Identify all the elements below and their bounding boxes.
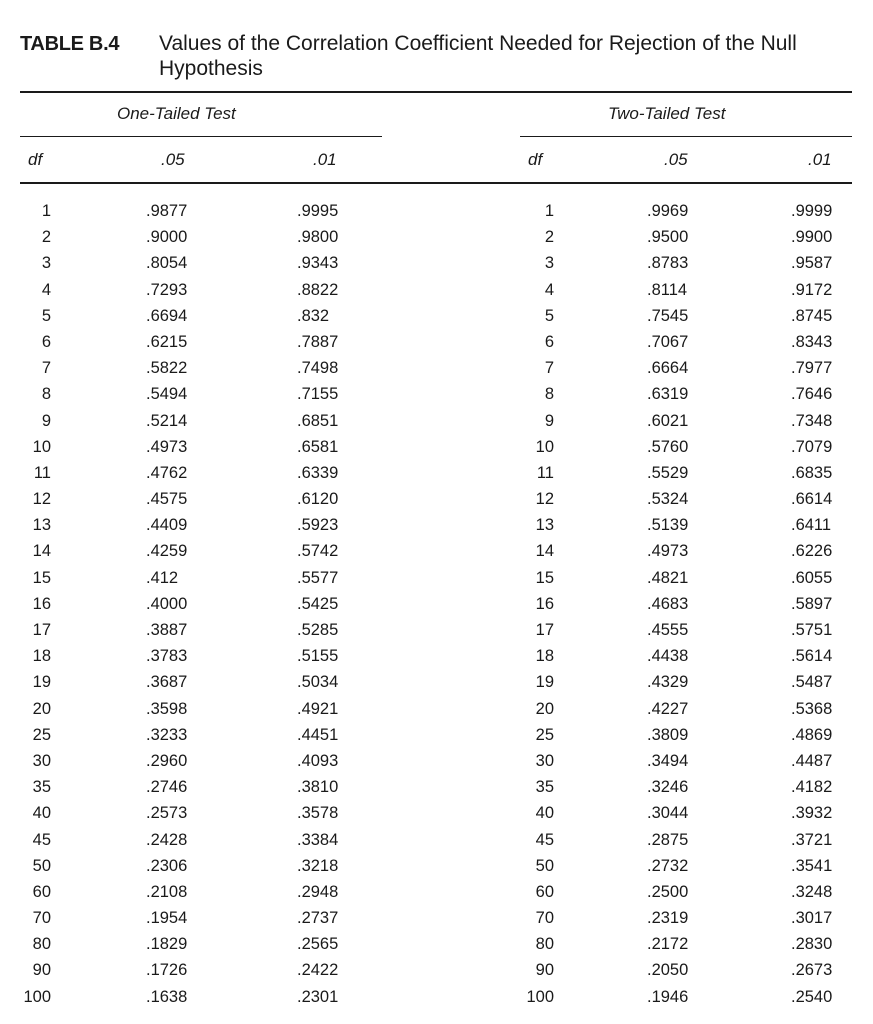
df-cell-left: 25 [32, 725, 51, 744]
df-cell-left: 7 [41, 359, 51, 378]
one-tailed-01-cell: .6339 [297, 463, 339, 482]
one-tailed-05-cell: .4259 [146, 542, 188, 561]
one-tailed-01-cell: .8822 [297, 280, 339, 299]
one-tailed-05-cell: .9000 [146, 228, 188, 247]
df-cell-right: 17 [535, 621, 554, 639]
table-row [0, 935, 873, 961]
two-tailed-01-cell: .6226 [791, 542, 833, 561]
two-tailed-01-cell: .9999 [791, 202, 833, 220]
one-tailed-01-cell: .7498 [297, 359, 339, 378]
table-row [0, 490, 873, 516]
df-cell-left: 2 [41, 228, 51, 247]
one-tailed-05-cell: .2306 [146, 856, 188, 875]
df-cell-left: 10 [32, 437, 51, 456]
one-tailed-05-cell: .5214 [146, 411, 188, 430]
df-cell-left: 13 [32, 516, 51, 535]
one-tailed-05-cell: .3598 [146, 699, 188, 718]
table-body [0, 202, 873, 1014]
df-cell-right: 40 [535, 804, 554, 823]
one-tailed-01-cell: .4921 [297, 699, 339, 718]
df-cell-left: 4 [41, 280, 51, 299]
df-cell-right: 45 [535, 830, 554, 849]
two-tailed-01-cell: .4182 [791, 778, 833, 797]
table-row [0, 254, 873, 280]
two-tailed-01-cell: .9900 [791, 228, 833, 247]
table-row [0, 988, 873, 1014]
table-row [0, 464, 873, 490]
two-tailed-05-cell: .6021 [647, 411, 689, 430]
df-cell-left: 8 [41, 385, 51, 404]
two-tailed-01-cell: .5897 [791, 594, 833, 613]
two-tailed-01-cell: .3017 [791, 909, 833, 928]
two-tailed-01-cell: .5368 [791, 699, 833, 718]
two-tailed-05-cell: .3044 [647, 804, 689, 823]
one-tailed-05-cell: .3783 [146, 647, 188, 666]
table-row [0, 569, 873, 595]
one-tailed-01-cell: .2737 [297, 909, 339, 928]
two-tailed-05-cell: .1946 [647, 987, 689, 1006]
df-cell-right: 10 [535, 437, 554, 456]
one-tailed-01-cell: .2948 [297, 882, 339, 901]
df-cell-right: 9 [544, 411, 554, 430]
one-tailed-01-cell: .3578 [297, 804, 339, 823]
one-tailed-05-cell: .2108 [146, 882, 188, 901]
df-cell-right: 12 [535, 490, 554, 509]
df-cell-right: 2 [544, 228, 554, 247]
table-row [0, 307, 873, 333]
two-tailed-01-cell: .5487 [791, 673, 833, 692]
two-tailed-05-cell: .3809 [647, 725, 689, 744]
table-row [0, 516, 873, 542]
header-rule [20, 182, 852, 184]
one-tailed-01-cell: .5577 [297, 568, 339, 587]
two-tailed-05-cell: .4227 [647, 699, 689, 718]
one-tailed-05-cell: .1638 [146, 987, 188, 1006]
df-cell-left: 19 [32, 673, 51, 692]
two-tailed-01-cell: .3721 [791, 830, 833, 849]
df-cell-right: 15 [535, 568, 554, 587]
one-tailed-01-cell: .6581 [297, 437, 339, 456]
table-row [0, 909, 873, 935]
table-row [0, 595, 873, 621]
one-tailed-05-cell: .2960 [146, 751, 188, 770]
df-cell-right: 70 [535, 909, 554, 928]
two-tailed-05-cell: .5139 [647, 516, 689, 535]
two-tailed-01-cell: .6835 [791, 463, 833, 482]
table-row [0, 385, 873, 411]
two-tailed-01-cell: .2830 [791, 935, 833, 954]
table-row [0, 333, 873, 359]
one-tailed-05-cell: .5494 [146, 385, 188, 404]
two-tailed-05-cell: .2050 [647, 961, 689, 980]
one-tailed-05-cell: .4973 [146, 437, 188, 456]
one-tailed-05-cell: .8054 [146, 254, 188, 273]
one-tailed-05-cell: .9877 [146, 202, 188, 220]
two-tailed-01-cell: .5614 [791, 647, 833, 666]
one-tailed-05-cell: .3233 [146, 725, 188, 744]
two-tailed-05-cell: .8783 [647, 254, 689, 273]
df-cell-left: 9 [41, 411, 51, 430]
two-tailed-01-cell: .7977 [791, 359, 833, 378]
one-tailed-01-cell: .5923 [297, 516, 339, 535]
two-tailed-05-cell: .4438 [647, 647, 689, 666]
table-row [0, 542, 873, 568]
two-tailed-05-cell: .2500 [647, 882, 689, 901]
column-header-one-tailed-01: .01 [313, 150, 337, 169]
df-cell-right: 3 [544, 254, 554, 273]
df-cell-left: 12 [32, 490, 51, 509]
df-cell-right: 8 [544, 385, 554, 404]
column-header-two-tailed-01: .01 [808, 150, 832, 169]
one-tailed-05-cell: .3687 [146, 673, 188, 692]
table-row [0, 228, 873, 254]
two-tailed-01-cell: .2540 [791, 987, 833, 1006]
one-tailed-01-cell: .9800 [297, 228, 339, 247]
table-row [0, 359, 873, 385]
one-tailed-01-cell: .2301 [297, 987, 339, 1006]
one-tailed-05-cell: .3887 [146, 621, 188, 639]
df-cell-right: 6 [544, 332, 554, 351]
df-cell-left: 30 [32, 751, 51, 770]
top-rule [20, 91, 852, 93]
two-tailed-05-cell: .6319 [647, 385, 689, 404]
table-row [0, 438, 873, 464]
two-tailed-01-cell: .8745 [791, 306, 833, 325]
df-cell-right: 18 [535, 647, 554, 666]
one-tailed-05-cell: .7293 [146, 280, 188, 299]
two-tailed-05-cell: .4683 [647, 594, 689, 613]
one-tailed-05-cell: .6215 [146, 332, 188, 351]
df-cell-left: 6 [41, 332, 51, 351]
one-tailed-01-cell: .7155 [297, 385, 339, 404]
table-row [0, 412, 873, 438]
two-tailed-01-cell: .9587 [791, 254, 833, 273]
df-cell-right: 90 [535, 961, 554, 980]
one-tailed-05-cell: .5822 [146, 359, 188, 378]
df-cell-left: 45 [32, 830, 51, 849]
column-header-df-right: df [528, 150, 543, 169]
df-cell-left: 40 [32, 804, 51, 823]
column-header-two-tailed-05: .05 [664, 150, 688, 169]
df-cell-right: 30 [535, 751, 554, 770]
df-cell-left: 70 [32, 909, 51, 928]
one-tailed-05-cell: .2428 [146, 830, 188, 849]
two-tailed-01-cell: .3932 [791, 804, 833, 823]
two-tailed-01-cell: .5751 [791, 621, 833, 639]
one-tailed-01-cell: .6851 [297, 411, 339, 430]
df-cell-right: 19 [535, 673, 554, 692]
one-tailed-01-cell: .6120 [297, 490, 339, 509]
df-cell-right: 1 [544, 202, 554, 220]
two-tailed-05-cell: .2319 [647, 909, 689, 928]
table-row [0, 752, 873, 778]
two-tailed-group-rule [520, 136, 852, 137]
two-tailed-05-cell: .8114 [647, 280, 688, 299]
two-tailed-05-cell: .5529 [647, 463, 689, 482]
two-tailed-01-cell: .7079 [791, 437, 833, 456]
column-header-one-tailed-05: .05 [161, 150, 185, 169]
df-cell-right: 14 [535, 542, 554, 561]
df-cell-right: 80 [535, 935, 554, 954]
df-cell-left: 100 [23, 987, 51, 1006]
two-tailed-05-cell: .2732 [647, 856, 689, 875]
two-tailed-05-cell: .4555 [647, 621, 689, 639]
one-tailed-05-cell: .4409 [146, 516, 188, 535]
two-tailed-01-cell: .6411 [791, 516, 832, 535]
df-cell-right: 25 [535, 725, 554, 744]
df-cell-right: 13 [535, 516, 554, 535]
two-tailed-05-cell: .3246 [647, 778, 689, 797]
table-row [0, 700, 873, 726]
df-cell-left: 17 [32, 621, 51, 639]
df-cell-left: 60 [32, 882, 51, 901]
df-cell-left: 16 [32, 594, 51, 613]
one-tailed-05-cell: .2746 [146, 778, 188, 797]
table-row [0, 202, 873, 228]
two-tailed-01-cell: .4487 [791, 751, 833, 770]
two-tailed-01-cell: .6614 [791, 490, 833, 509]
df-cell-left: 14 [32, 542, 51, 561]
df-cell-right: 100 [526, 987, 554, 1006]
two-tailed-01-cell: .9172 [791, 280, 833, 299]
table-row [0, 621, 873, 647]
two-tailed-05-cell: .9969 [647, 202, 689, 220]
two-tailed-01-cell: .4869 [791, 725, 833, 744]
df-cell-left: 20 [32, 699, 51, 718]
df-cell-right: 4 [544, 280, 554, 299]
table-row [0, 883, 873, 909]
two-tailed-05-cell: .2875 [647, 830, 689, 849]
one-tailed-01-cell: .5425 [297, 594, 339, 613]
one-tailed-01-cell: .2422 [297, 961, 339, 980]
two-tailed-01-cell: .3541 [791, 856, 833, 875]
df-cell-right: 50 [535, 856, 554, 875]
df-cell-left: 3 [41, 254, 51, 273]
df-cell-left: 80 [32, 935, 51, 954]
one-tailed-05-cell: .6694 [146, 306, 188, 325]
two-tailed-05-cell: .5760 [647, 437, 689, 456]
df-cell-left: 5 [41, 306, 51, 325]
table-row [0, 961, 873, 987]
one-tailed-01-cell: .5155 [297, 647, 339, 666]
df-cell-left: 18 [32, 647, 51, 666]
one-tailed-01-cell: .3810 [297, 778, 339, 797]
df-cell-right: 5 [544, 306, 554, 325]
one-tailed-05-cell: .4762 [146, 463, 188, 482]
two-tailed-05-cell: .9500 [647, 228, 689, 247]
table-row [0, 726, 873, 752]
two-tailed-01-cell: .7646 [791, 385, 833, 404]
two-tailed-01-cell: .6055 [791, 568, 833, 587]
one-tailed-05-cell: .4000 [146, 594, 188, 613]
column-header-df-left: df [28, 150, 43, 169]
two-tailed-05-cell: .7545 [647, 306, 689, 325]
one-tailed-05-cell: .412 [146, 568, 179, 587]
one-tailed-05-cell: .1954 [146, 909, 188, 928]
two-tailed-05-cell: .5324 [647, 490, 689, 509]
df-cell-left: 15 [32, 568, 51, 587]
one-tailed-01-cell: .832 [297, 306, 330, 325]
two-tailed-group-header: Two-Tailed Test [608, 104, 726, 123]
two-tailed-01-cell: .8343 [791, 332, 833, 351]
one-tailed-01-cell: .3218 [297, 856, 339, 875]
df-cell-right: 20 [535, 699, 554, 718]
one-tailed-01-cell: .3384 [297, 830, 339, 849]
table-number: TABLE B.4 [20, 33, 120, 55]
one-tailed-05-cell: .1829 [146, 935, 188, 954]
two-tailed-05-cell: .2172 [647, 935, 689, 954]
two-tailed-01-cell: .7348 [791, 411, 833, 430]
table-row [0, 831, 873, 857]
one-tailed-05-cell: .2573 [146, 804, 188, 823]
one-tailed-01-cell: .5742 [297, 542, 339, 561]
one-tailed-01-cell: .4451 [297, 725, 339, 744]
one-tailed-01-cell: .5285 [297, 621, 339, 639]
one-tailed-group-rule [20, 136, 382, 137]
df-cell-left: 90 [32, 961, 51, 980]
one-tailed-01-cell: .5034 [297, 673, 339, 692]
df-cell-right: 35 [535, 778, 554, 797]
one-tailed-01-cell: .2565 [297, 935, 339, 954]
df-cell-right: 11 [536, 463, 554, 482]
one-tailed-01-cell: .9995 [297, 202, 339, 220]
table-row [0, 857, 873, 883]
two-tailed-05-cell: .3494 [647, 751, 689, 770]
df-cell-left: 35 [32, 778, 51, 797]
df-cell-left: 1 [41, 202, 51, 220]
df-cell-left: 50 [32, 856, 51, 875]
two-tailed-01-cell: .3248 [791, 882, 833, 901]
df-cell-right: 7 [544, 359, 554, 378]
one-tailed-01-cell: .7887 [297, 332, 339, 351]
table-row [0, 673, 873, 699]
one-tailed-01-cell: .9343 [297, 254, 339, 273]
table-row [0, 804, 873, 830]
table-row [0, 647, 873, 673]
one-tailed-05-cell: .4575 [146, 490, 188, 509]
two-tailed-01-cell: .2673 [791, 961, 833, 980]
two-tailed-05-cell: .7067 [647, 332, 689, 351]
one-tailed-05-cell: .1726 [146, 961, 188, 980]
df-cell-right: 60 [535, 882, 554, 901]
df-cell-right: 16 [535, 594, 554, 613]
one-tailed-group-header: One-Tailed Test [117, 104, 236, 123]
two-tailed-05-cell: .6664 [647, 359, 689, 378]
df-cell-left: 11 [33, 463, 51, 482]
two-tailed-05-cell: .4973 [647, 542, 689, 561]
two-tailed-05-cell: .4329 [647, 673, 689, 692]
table-row [0, 778, 873, 804]
table-row [0, 281, 873, 307]
two-tailed-05-cell: .4821 [647, 568, 689, 587]
one-tailed-01-cell: .4093 [297, 751, 339, 770]
table-title: Values of the Correlation Coefficient Needed for Rejection of the Null Hypothesis [159, 32, 797, 80]
